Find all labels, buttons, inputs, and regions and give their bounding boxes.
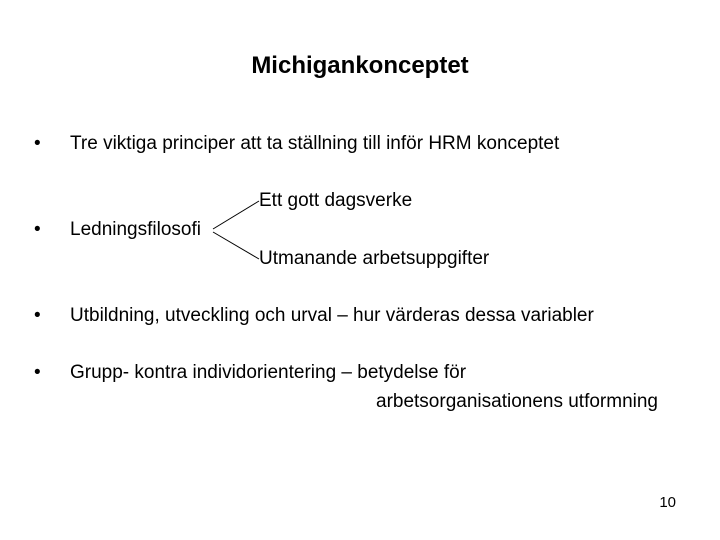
bullet-marker: • [34, 133, 41, 154]
bullet-text-principles: Tre viktiga principer att ta ställning till inför HRM konceptet [70, 133, 560, 154]
bullet-text-ledningsfilosofi: Ledningsfilosofi [70, 219, 201, 240]
bullet-marker: • [34, 305, 41, 326]
bullet-text-continuation: arbetsorganisationens utformning [376, 391, 659, 412]
bullet-text-grupp: Grupp- kontra individorientering – betydelse för [70, 362, 467, 383]
connector-line-upper [213, 201, 259, 229]
bullet-marker: • [34, 362, 41, 383]
page-number: 10 [659, 494, 676, 511]
branch-item-arbetsuppgifter: Utmanande arbetsuppgifter [259, 248, 490, 269]
slide-title: Michigankonceptet [251, 52, 469, 79]
bullet-marker: • [34, 219, 41, 240]
branch-item-dagsverke: Ett gott dagsverke [259, 190, 413, 211]
connector-line-lower [213, 232, 259, 259]
bullet-text-utbildning: Utbildning, utveckling och urval – hur värderas dessa variabler [70, 305, 594, 326]
